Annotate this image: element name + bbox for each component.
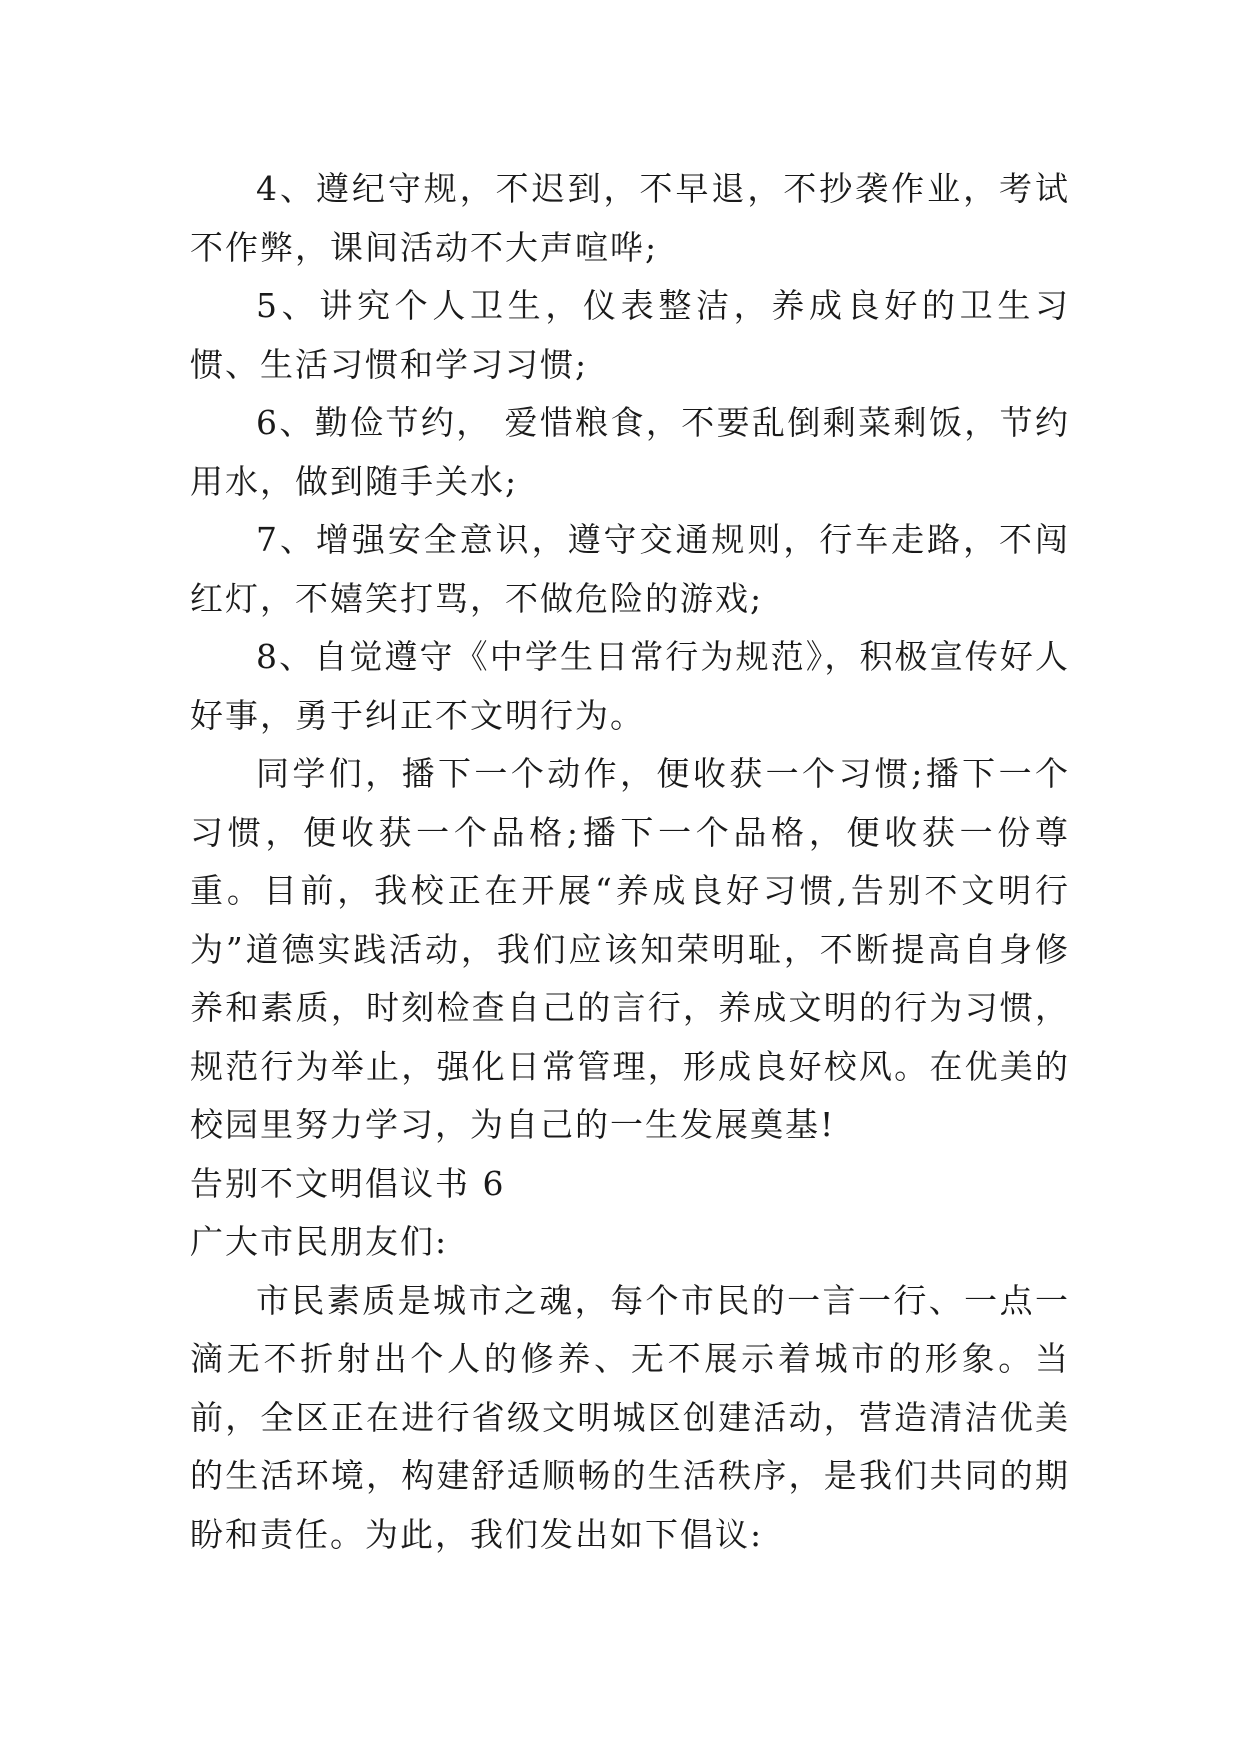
rule-item-5: 5、讲究个人卫生，仪表整洁，养成良好的卫生习惯、生活习惯和学习习惯; <box>190 286 1070 384</box>
rule-item-4: 4、遵纪守规，不迟到，不早退，不抄袭作业，考试不作弊，课间活动不大声喧哗; <box>190 169 1070 267</box>
document-body <box>190 160 1070 1564</box>
rule-item-7: 7、增强安全意识，遵守交通规则，行车走路，不闯红灯，不嬉笑打骂，不做危险的游戏; <box>190 520 1070 618</box>
rule-item-6: 6、勤俭节约， 爱惜粮食，不要乱倒剩菜剩饭，节约用水，做到随手关水; <box>190 403 1070 501</box>
section-heading: 告别不文明倡议书 6 <box>190 1163 506 1203</box>
closing-paragraph: 同学们，播下一个动作，便收获一个习惯;播下一个习惯，便收获一个品格;播下一个品格，便收获一份尊重。目前，我校正在开展“养成良好习惯,告别不文明行为”道德实践活动，我们应该知荣明耻，不断提高自身修养和素质，时刻检查自己的言行，养成文明的行为习惯，规范行为举止，强化日常管理，形成良好校风。在优美的校园里努力学习，为自己的一生发展奠基! <box>190 754 1070 1144</box>
salutation: 广大市民朋友们: <box>190 1222 449 1261</box>
intro-paragraph: 市民素质是城市之魂，每个市民的一言一行、一点一滴无不折射出个人的修养、无不展示着城市的形象。当前，全区正在进行省级文明城区创建活动，营造清洁优美的生活环境，构建舒适顺畅的生活秩序，是我们共同的期盼和责任。为此，我们发出如下倡议: <box>190 1280 1070 1554</box>
rule-item-8: 8、自觉遵守《中学生日常行为规范》，积极宣传好人好事，勇于纠正不文明行为。 <box>190 637 1070 735</box>
